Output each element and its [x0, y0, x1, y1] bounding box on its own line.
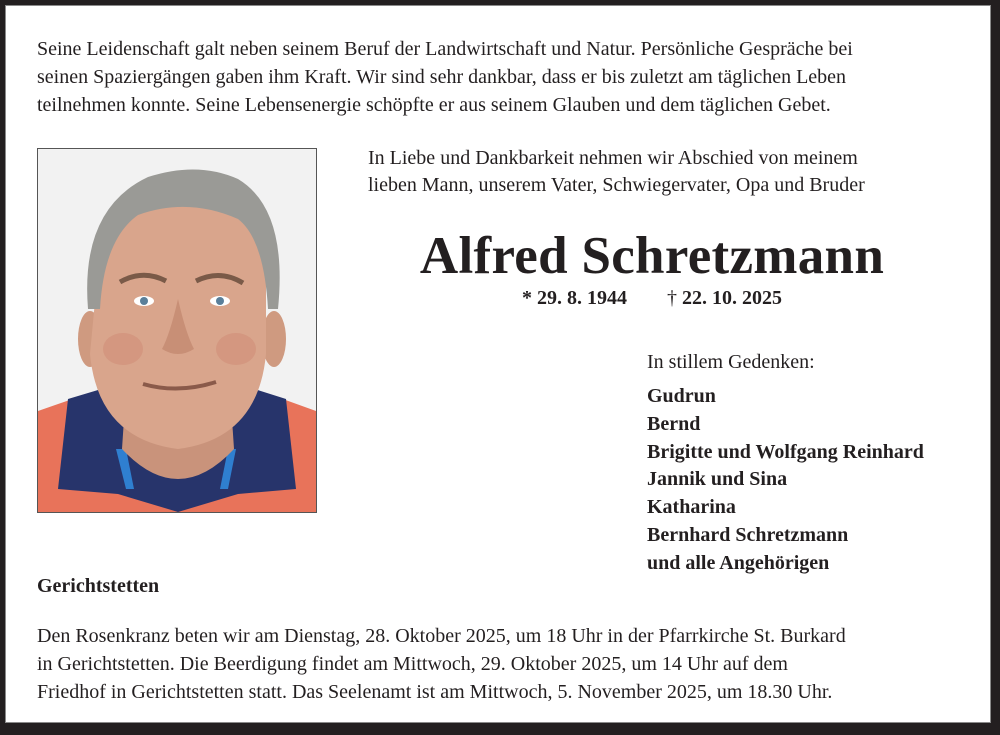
funeral-details [37, 622, 977, 706]
mourner-item: und alle Angehörigen [647, 551, 830, 574]
intro-line: seinen Spaziergängen gaben ihm Kraft. Wir sind sehr dankbar, dass er bis zuletzt am täglichen Leben [37, 66, 847, 88]
mourner-item: Katharina [647, 496, 736, 519]
funeral-line: Friedhof in Gerichtstetten statt. Das Seelenamt ist am Mittwoch, 5. November 2025, um 18.30 Uhr. [37, 681, 833, 703]
funeral-line: Den Rosenkranz beten wir am Dienstag, 28. Oktober 2025, um 18 Uhr in der Pfarrkirche St. Burkard [37, 625, 846, 647]
life-dates [368, 285, 936, 311]
deceased-name: Alfred Schretzmann [419, 227, 885, 285]
birth-date: 29. 8. 1944 [537, 287, 627, 309]
mourner-item: Bernd [647, 412, 701, 435]
mourner-item: Bernhard Schretzmann [647, 523, 849, 546]
intro-paragraph [37, 35, 977, 119]
farewell-text [368, 145, 865, 199]
farewell-line: lieben Mann, unserem Vater, Schwiegervater, Opa und Bruder [368, 174, 865, 196]
mourners-list [647, 383, 924, 578]
mourner-item: Brigitte und Wolfgang Reinhard [647, 440, 924, 463]
mourning-label: In stillem Gedenken: [647, 351, 815, 373]
birth-star-icon: * [522, 287, 532, 309]
intro-line: teilnehmen konnte. Seine Lebensenergie schöpfte er aus seinem Glauben und dem täglichen Gebet. [37, 94, 831, 116]
farewell-line: In Liebe und Dankbarkeit nehmen wir Abschied von meinem [368, 147, 858, 169]
portrait-photo [37, 148, 317, 513]
place-name: Gerichtstetten [37, 575, 160, 597]
mourner-item: Jannik und Sina [647, 468, 788, 491]
portrait-image [38, 149, 316, 512]
obituary-notice [5, 5, 991, 723]
intro-line: Seine Leidenschaft galt neben seinem Beruf der Landwirtschaft und Natur. Persönliche Gespräche bei [37, 38, 853, 60]
mourner-item: Gudrun [647, 385, 716, 407]
death-date: 22. 10. 2025 [682, 287, 782, 309]
death-cross-icon: † [667, 287, 677, 309]
funeral-line: in Gerichtstetten. Die Beerdigung findet am Mittwoch, 29. Oktober 2025, um 14 Uhr auf dem [37, 653, 788, 675]
